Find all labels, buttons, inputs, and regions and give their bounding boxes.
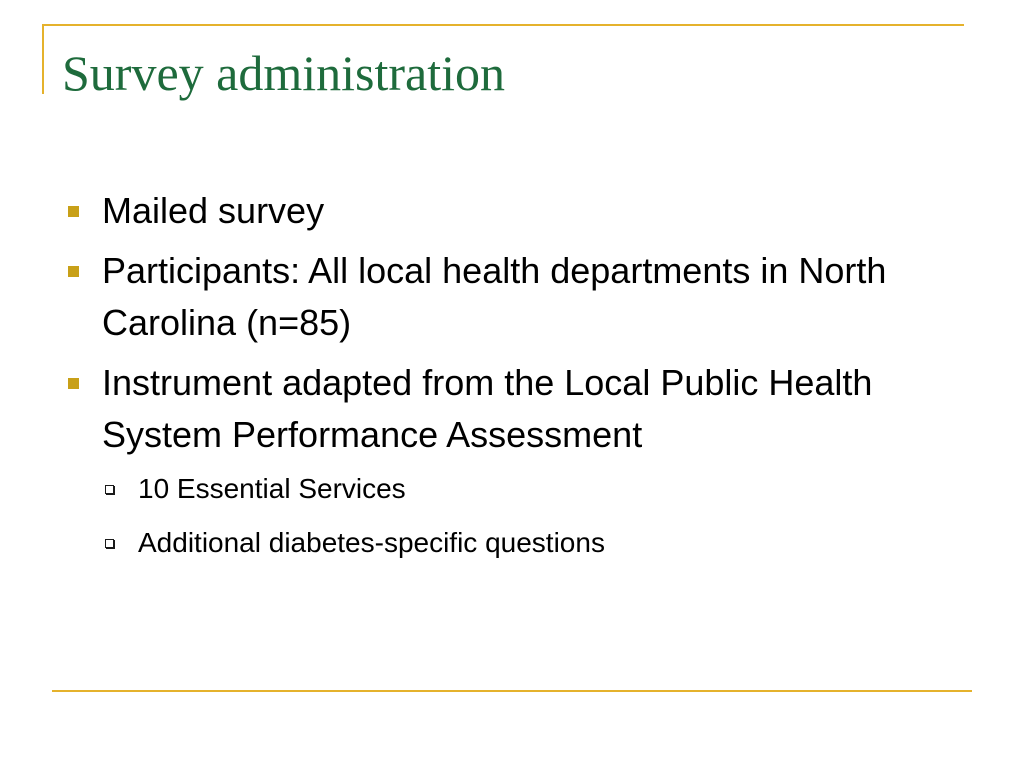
- filled-square-bullet-icon: [68, 206, 79, 217]
- title-frame-left-rule: [42, 24, 44, 94]
- bullet-text: Mailed survey: [102, 190, 325, 231]
- sub-bullet-list: [102, 465, 960, 567]
- bullet-item: [60, 357, 960, 567]
- sub-bullet-text: Additional diabetes-specific questions: [138, 527, 605, 558]
- title-frame-top-rule: [42, 24, 964, 26]
- bullet-item: [60, 245, 960, 349]
- sub-bullet-item: [102, 519, 960, 567]
- bullet-text: Instrument adapted from the Local Public Health System Performance Assessment: [102, 362, 873, 455]
- bullet-item: [60, 185, 960, 237]
- filled-square-bullet-icon: [68, 266, 79, 277]
- hollow-square-bullet-icon: [105, 485, 114, 494]
- hollow-square-bullet-icon: [105, 539, 114, 548]
- bullet-text: Participants: All local health departments in North Carolina (n=85): [102, 250, 887, 343]
- sub-bullet-item: [102, 465, 960, 513]
- bullet-list: [60, 185, 960, 575]
- filled-square-bullet-icon: [68, 378, 79, 389]
- footer-rule: [52, 690, 972, 692]
- sub-bullet-text: 10 Essential Services: [138, 473, 406, 504]
- slide-title: Survey administration: [62, 45, 505, 101]
